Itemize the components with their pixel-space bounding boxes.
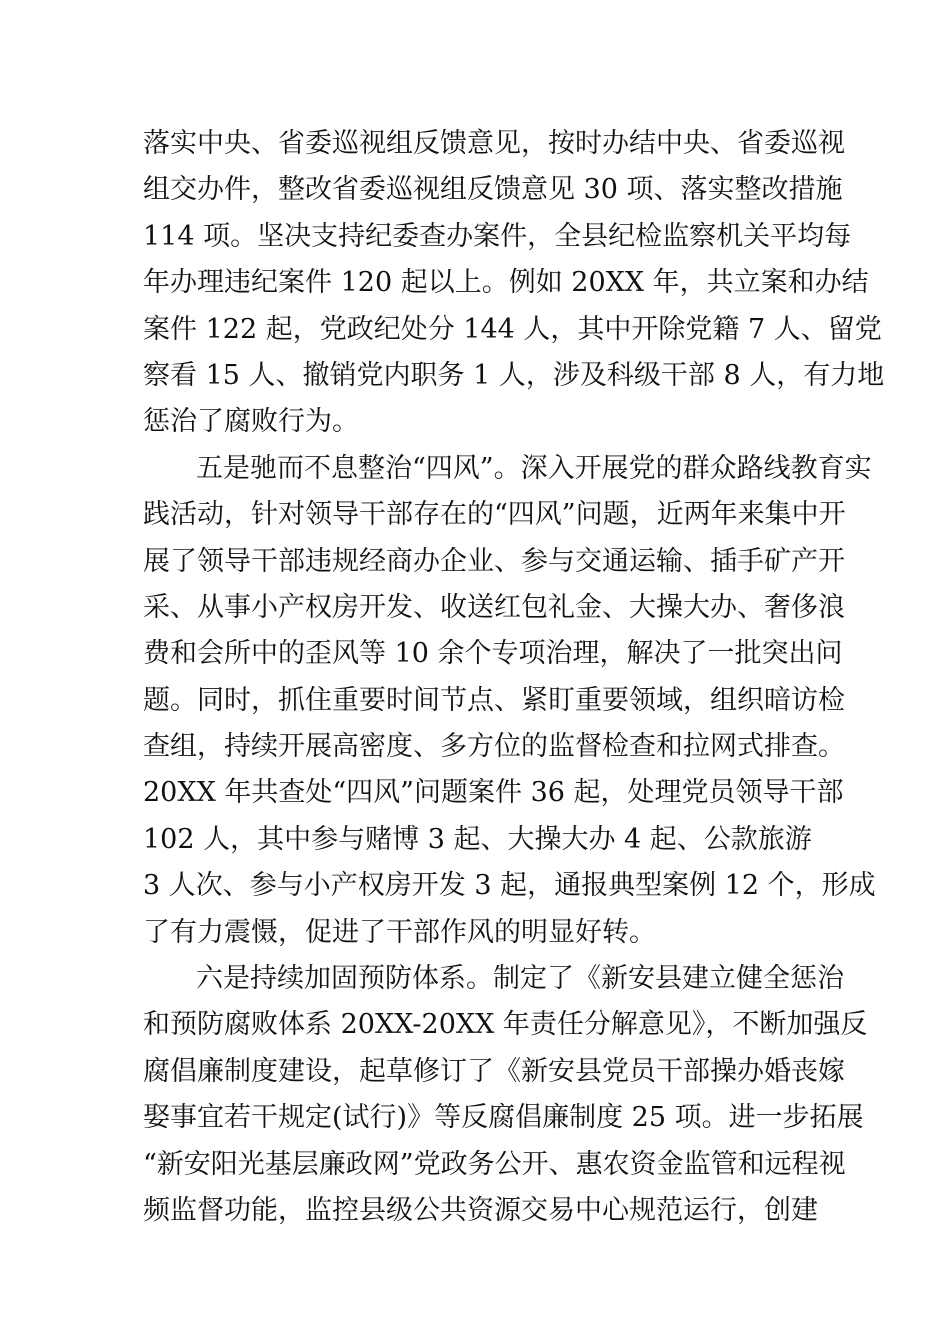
text-line: 了有力震慑，促进了干部作风的明显好转。 [143, 916, 656, 948]
text-line: 费和会所中的歪风等 10 余个专项治理，解决了一批突出问 [143, 638, 843, 670]
text-line: 题。同时，抓住重要时间节点、紧盯重要领域，组织暗访检 [143, 684, 845, 716]
text-line: 102 人，其中参与赌博 3 起、大操大办 4 起、公款旅游 [143, 823, 812, 855]
text-line: 落实中央、省委巡视组反馈意见，按时办结中央、省委巡视 [143, 128, 845, 159]
text-line: 频监督功能，监控县级公共资源交易中心规范运行，创建 [143, 1194, 818, 1226]
paragraph-start-line: 五是驰而不息整治“四风”。深入开展党的群众路线教育实 [196, 452, 872, 484]
text-line: 3 人次、参与小产权房开发 3 起，通报典型案例 12 个，形成 [143, 870, 876, 902]
text-line: 查组，持续开展高密度、多方位的监督检查和拉网式排查。 [143, 731, 845, 763]
text-line: 案件 122 起，党政纪处分 144 人，其中开除党籍 7 人、留党 [143, 313, 882, 345]
text-line: 践活动，针对领导干部存在的“四风”问题，近两年来集中开 [143, 499, 846, 531]
text-line: 114 项。坚决支持纪委查办案件，全县纪检监察机关平均每 [143, 220, 852, 252]
text-line: 察看 15 人、撤销党内职务 1 人，涉及科级干部 8 人，有力地 [143, 359, 885, 391]
text-line: 组交办件，整改省委巡视组反馈意见 30 项、落实整改措施 [143, 174, 843, 206]
text-line: 展了领导干部违规经商办企业、参与交通运输、插手矿产开 [143, 545, 845, 577]
text-line: 年办理违纪案件 120 起以上。例如 20XX 年，共立案和办结 [143, 267, 869, 299]
text-line: 和预防腐败体系 20XX-20XX 年责任分解意见》，不断加强反 [143, 1009, 868, 1041]
text-line: 惩治了腐败行为。 [143, 406, 359, 438]
text-line: 娶事宜若干规定(试行)》等反腐倡廉制度 25 项。进一步拓展 [143, 1102, 864, 1134]
paragraph-start-line: 六是持续加固预防体系。制定了《新安县建立健全惩治 [196, 963, 844, 995]
text-line: “新安阳光基层廉政网”党政务公开、惠农资金监管和远程视 [143, 1148, 846, 1180]
text-line: 采、从事小产权房开发、收送红包礼金、大操大办、奢侈浪 [143, 591, 845, 623]
text-line: 腐倡廉制度建设，起草修订了《新安县党员干部操办婚丧嫁 [143, 1055, 845, 1087]
text-line: 20XX 年共查处“四风”问题案件 36 起，处理党员领导干部 [143, 777, 844, 809]
body-text [143, 121, 885, 1234]
